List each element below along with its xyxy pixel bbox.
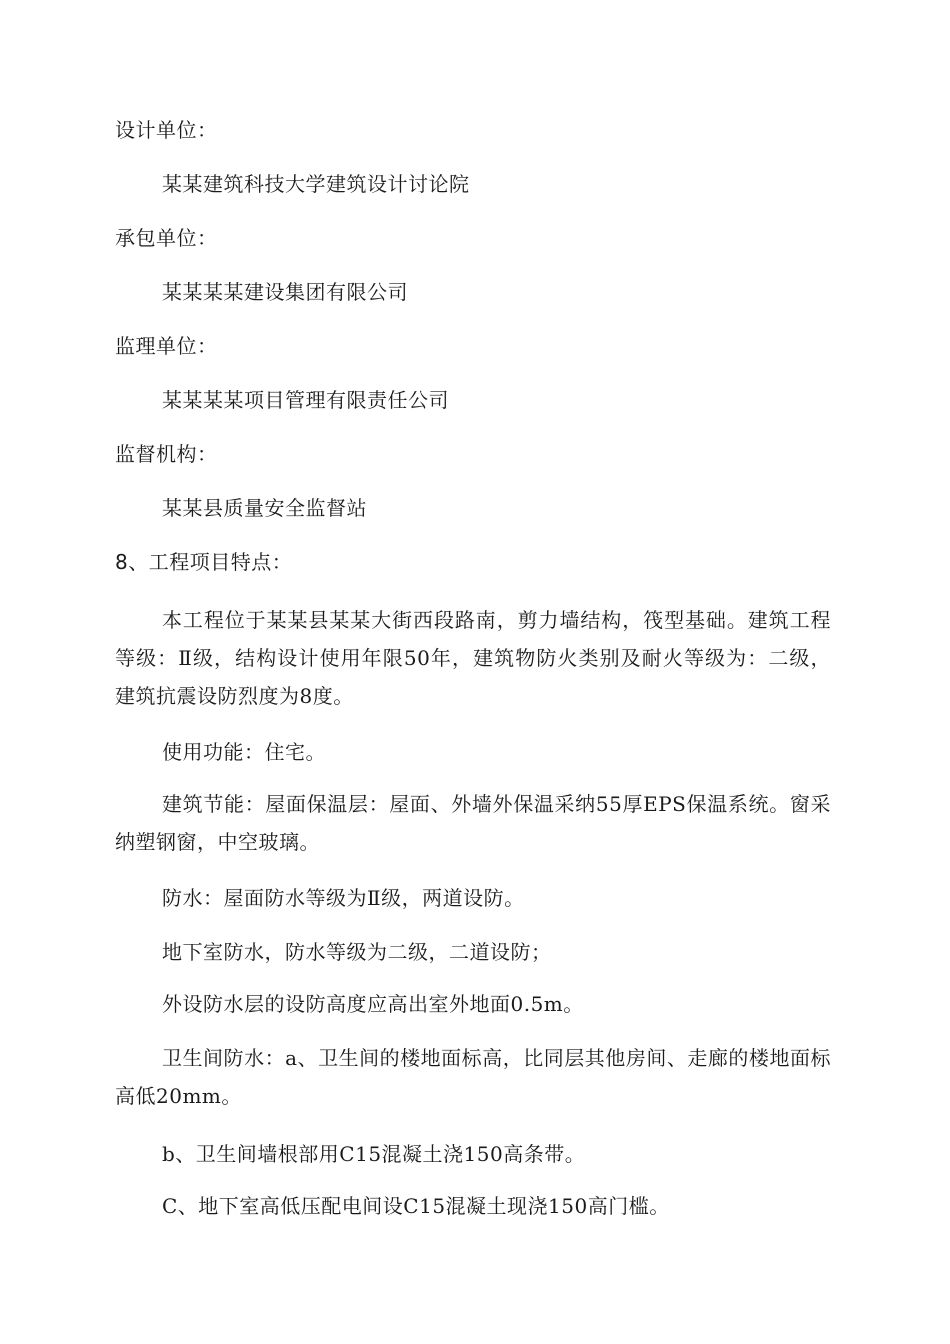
paragraph-waterproof-height: 外设防水层的设防高度应高出室外地面0.5m。 [162, 992, 584, 1016]
paragraph-bathroom-a: 卫生间防水：a、卫生间的楼地面标高，比同层其他房间、走廊的楼地面标高低20mm。 [115, 1046, 831, 1108]
design-unit-value: 某某建筑科技大学建筑设计讨论院 [162, 172, 470, 196]
paragraph-usage: 使用功能：住宅。 [162, 740, 326, 764]
contractor-unit-label: 承包单位： [115, 226, 218, 250]
supervision-unit-label: 监理单位： [115, 334, 218, 358]
oversight-agency-label: 监督机构： [115, 442, 218, 466]
design-unit-label: 设计单位： [115, 118, 218, 142]
paragraph-overview: 本工程位于某某县某某大街西段路南，剪力墙结构，筏型基础。建筑工程等级：Ⅱ级，结构设计使用年限50年，建筑物防火类别及耐火等级为：二级，建筑抗震设防烈度为8度。 [115, 608, 831, 708]
supervision-unit-value: 某某某某项目管理有限责任公司 [162, 388, 449, 412]
paragraph-energy: 建筑节能：屋面保温层：屋面、外墙外保温采纳55厚EPS保温系统。窗采纳塑钢窗，中空玻璃。 [115, 792, 831, 854]
oversight-agency-value: 某某县质量安全监督站 [162, 496, 367, 520]
paragraph-waterproof-roof: 防水：屋面防水等级为Ⅱ级，两道设防。 [162, 886, 525, 910]
contractor-unit-value: 某某某某建设集团有限公司 [162, 280, 408, 304]
paragraph-basement-c: C、地下室高低压配电间设C15混凝土现浇150高门槛。 [162, 1194, 670, 1218]
section-heading: 8、工程项目特点： [115, 550, 293, 574]
paragraph-bathroom-b: b、卫生间墙根部用C15混凝土浇150高条带。 [162, 1142, 586, 1166]
paragraph-waterproof-basement: 地下室防水，防水等级为二级，二道设防； [162, 940, 552, 964]
